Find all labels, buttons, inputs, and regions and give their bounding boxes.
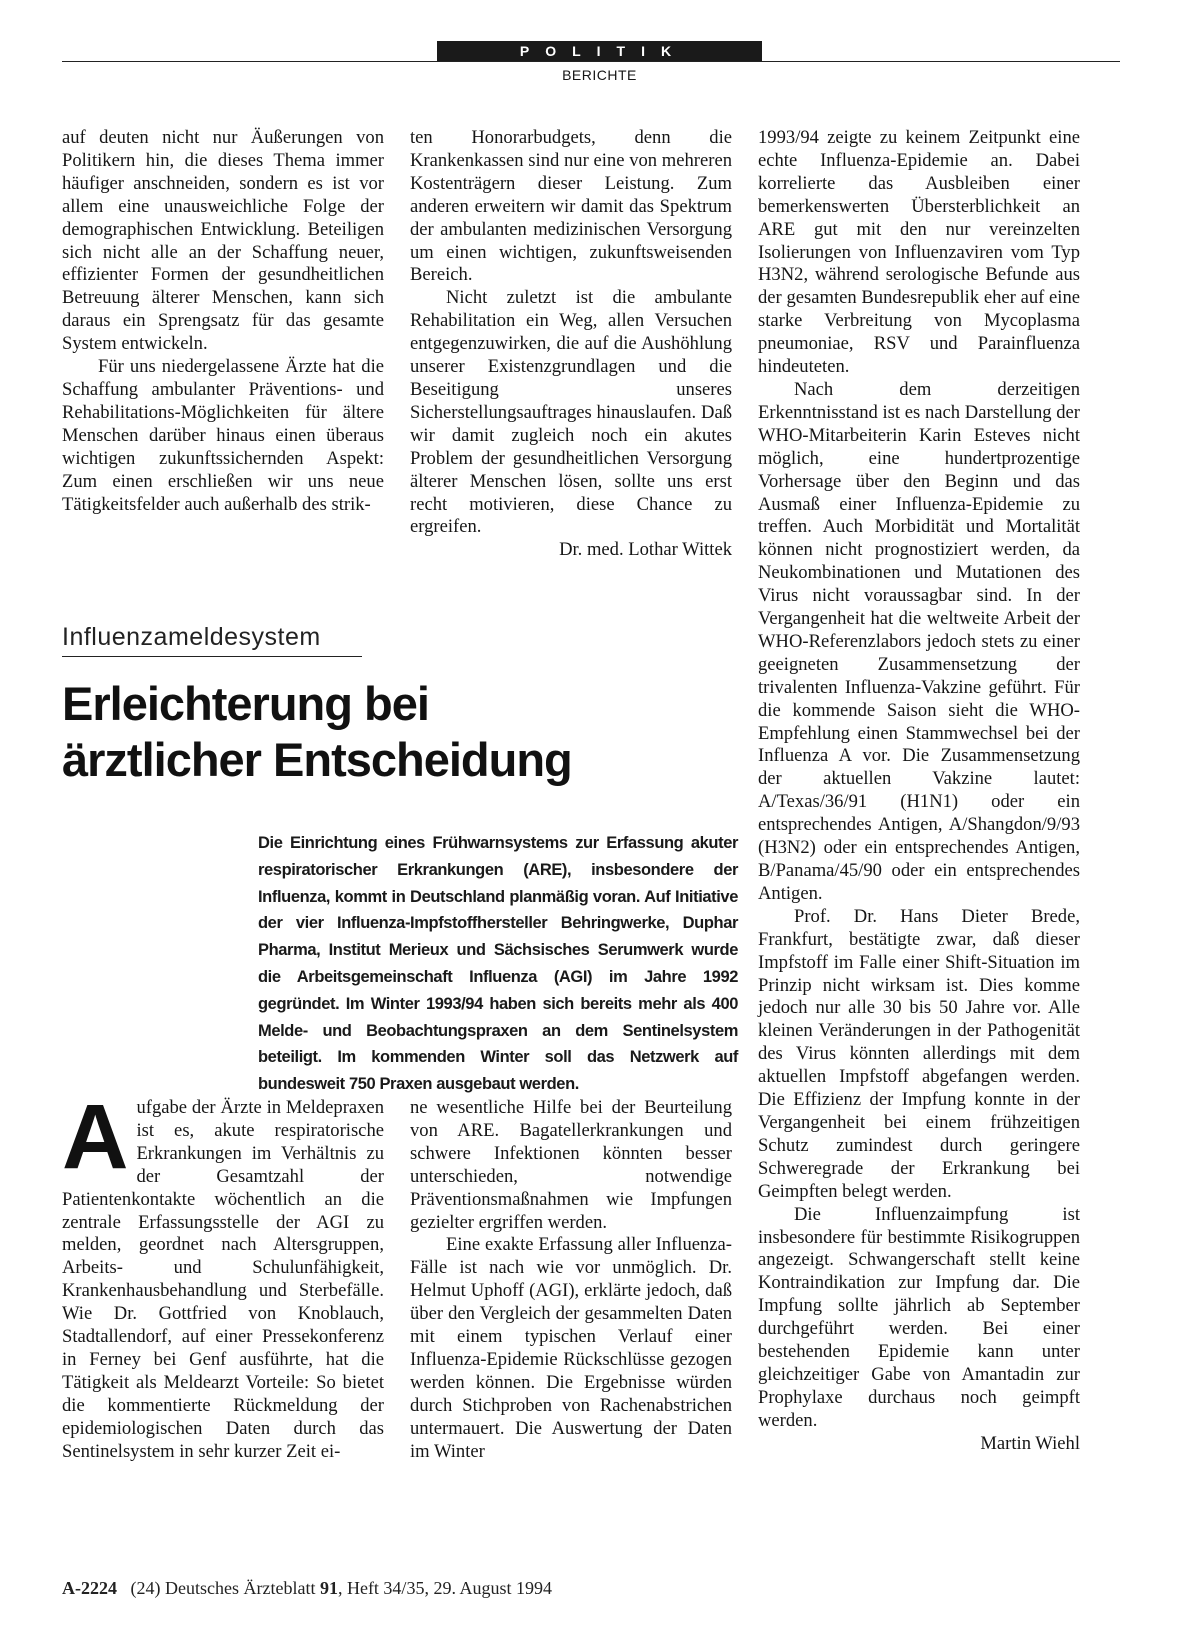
drop-cap: A	[62, 1086, 129, 1188]
journal-name: Deutsches Ärzteblatt	[165, 1578, 316, 1598]
header-rule	[62, 61, 1120, 62]
paragraph: ne wesentliche Hilfe bei der Beurteilung von ARE. Bagatellerkrankungen und schwere Infektionen könnten besser unterschieden, notwendige Präventionsmaßnahmen wie Impfungen gezielter ergriffen werden.	[410, 1097, 732, 1233]
paragraph: auf deuten nicht nur Äußerungen von Politikern hin, die dieses Thema immer häufiger anschneiden, sondern es ist vor allem eine unausweichliche Folge der demographischen Entwicklung. Beteiligen sich nicht alle an der Schaffung neuer, effizienter Formen der gesundheitlichen Betreuung älterer Menschen, kann sich daraus ein Sprengsatz für das gesamte System entwickeln.	[62, 127, 384, 355]
headline-line: Erleichterung bei	[62, 677, 429, 730]
paragraph: Eine exakte Erfassung aller Influenza-Fälle ist nach wie vor unmöglich. Dr. Helmut Uphoff (AGI), erklärte jedoch, daß über den Vergleich der gesammelten Daten mit einem typischen Verlauf einer Influenza-Epidemie Rückschlüsse gezogen werden können. Die Ergebnisse würden durch Stichproben von Rachenabstrichen untermauert. Die Auswertung der Daten im Winter	[410, 1234, 732, 1462]
top-column-2	[410, 127, 732, 562]
paragraph	[62, 1086, 384, 1464]
author-signature: Dr. med. Lothar Wittek	[559, 539, 732, 561]
paragraph-text: ufgabe der Ärzte in Meldepraxen ist es, akute respiratorische Erkrankungen im Verhältnis zu der Gesamtzahl der Patientenkontakte wöchentlich an die zentrale Erfassungsstelle der AGI zu melden, geordnet nach Altersgruppen, Arbeits- und Schulunfähigkeit, Krankenhausbehandlung und Sterbefälle. Wie Dr. Gottfried von Knoblauch, Stadtallendorf, auf einer Pressekonferenz in Ferney bei Genf ausführte, hat die Tätigkeit als Meldearzt Vorteile: So bietet die kommentierte Rückmeldung der epidemiologischen Daten durch das Sentinelsystem in sehr kurzer Zeit ei-	[62, 1097, 384, 1462]
author-signature: Martin Wiehl	[980, 1432, 1080, 1454]
paragraph: Nicht zuletzt ist die ambulante Rehabilitation ein Weg, allen Versuchen entgegenzuwirken, die auf die Aushöhlung unserer Existenzgrundlagen und die Beseitigung unseres Sicherstellungsauftrages hinauslaufen. Daß wir damit zugleich noch ein akutes Problem der gesundheitlichen Versorgung älterer Menschen lösen, sollte uns erst recht motivieren, diese Chance zu ergreifen.	[410, 287, 732, 538]
article-body-column-2	[410, 1097, 732, 1464]
paragraph: Die Influenzaimpfung ist insbesondere für bestimmte Risikogruppen angezeigt. Schwangerschaft stellt keine Kontraindikation zur Impfung dar. Die Impfung sollte jährlich ab September durchgeführt werden. Bei einer bestehenden Epidemie kann unter gleichzeitiger Gabe von Amantadin zur Prophylaxe durchaus noch geimpft werden.	[758, 1203, 1080, 1431]
paragraph: ten Honorarbudgets, denn die Krankenkassen sind nur eine von mehreren Kostenträgern dieser Leistung. Zum anderen erweitern wir damit das Spektrum der ambulanten medizinischen Versorgung um einen wichtigen, zukunftsweisenden Bereich.	[410, 127, 732, 286]
volume: 91	[319, 1578, 338, 1598]
right-column	[758, 127, 1080, 1456]
article-lead: Die Einrichtung eines Frühwarnsystems zur Erfassung akuter respiratorischer Erkrankungen (ARE), insbesondere der Influenza, kommt in Deutschland planmäßig voran. Auf Initiative der vier Influenza-Impfstoffhersteller Behringwerke, Duphar Pharma, Institut Merieux und Sächsisches Serumwerk wurde die Arbeitsgemeinschaft Influenza (AGI) im Jahre 1992 gegründet. Im Winter 1993/94 haben sich bereits mehr als 400 Melde- und Beobachtungspraxen an dem Sentinelsystem beteiligt. Im kommenden Winter soll das Netzwerk auf bundesweit 750 Praxen ausgebaut werden.	[258, 834, 738, 1094]
subsection-label: BERICHTE	[562, 67, 637, 83]
page-number: (24)	[130, 1578, 161, 1598]
issue-date: Heft 34/35, 29. August 1994	[346, 1578, 552, 1598]
paragraph: Für uns niedergelassene Ärzte hat die Schaffung ambulanter Präventions- und Rehabilitations-Möglichkeiten für ältere Menschen darüber hinaus einen überaus wichtigen zukunftssichernden Aspekt: Zum einen erschließen wir uns neue Tätigkeitsfelder auch außerhalb des strik-	[62, 356, 384, 515]
top-column-1	[62, 127, 384, 516]
article-kicker: Influenzameldesystem	[62, 623, 362, 657]
headline-line: ärztlicher Entscheidung	[62, 733, 572, 786]
paragraph: Nach dem derzeitigen Erkenntnisstand ist es nach Darstellung der WHO-Mitarbeiterin Karin Esteves nicht möglich, eine hundertprozentige Vorhersage über den Beginn und das Ausmaß einer Influenza-Epidemie zu treffen. Auch Morbidität und Mortalität können nicht prognostiziert werden, da Neukombinationen und Mutationen des Virus nicht voraussagbar sind. In der Vergangenheit hat die weltweite Arbeit der WHO-Referenzlabors jedoch stets zu einer geeigneten Zusammensetzung der trivalenten Influenza-Vakzine geführt. Für die kommende Saison sieht die WHO-Empfehlung einen Stammwechsel bei der Influenza A vor. Die Zusammensetzung der aktuellen Vakzine lautet: A/Texas/36/91 (H1N1) oder ein entsprechendes Antigen, A/Shangdon/9/93 (H3N2) oder ein entsprechendes Antigen, B/Panama/45/90 oder ein entsprechendes Antigen.	[758, 378, 1080, 904]
section-label: POLITIK	[437, 41, 762, 61]
paragraph: 1993/94 zeigte zu keinem Zeitpunkt eine echte Influenza-Epidemie an. Dabei korrelierte das Ausbleiben einer bemerkenswerten Übersterblichkeit an ARE gut mit den nur vereinzelten Isolierungen von Influenzaviren vom Typ H3N2, während serologische Befunde aus der gesamten Bundesrepublik eher auf eine starke Verbreitung von Mycoplasma pneumoniae, RSV und Parainfluenza hindeuteten.	[758, 127, 1080, 378]
page-footer: A-2224 (24) Deutsches Ärzteblatt 91, Heft 34/35, 29. August 1994	[62, 1578, 552, 1598]
article-headline	[62, 676, 762, 788]
paragraph: Prof. Dr. Hans Dieter Brede, Frankfurt, bestätigte zwar, daß dieser Impfstoff im Falle einer Shift-Situation im Prinzip nicht wirksam ist. Dies komme jedoch nur alle 30 bis 50 Jahre vor. Alle kleinen Veränderungen in der Pathogenität des Virus könnten allerdings mit dem aktuellen Impfstoff abgefangen werden. Die Effizienz der Impfung konnte in der Vergangenheit bei einem frühzeitigen Schutz zumindest durch geringere Schweregrade der Erkrankung bei Geimpften belegt werden.	[758, 905, 1080, 1202]
page-code: A-2224	[62, 1578, 117, 1598]
article-body-column-1	[62, 1086, 384, 1464]
